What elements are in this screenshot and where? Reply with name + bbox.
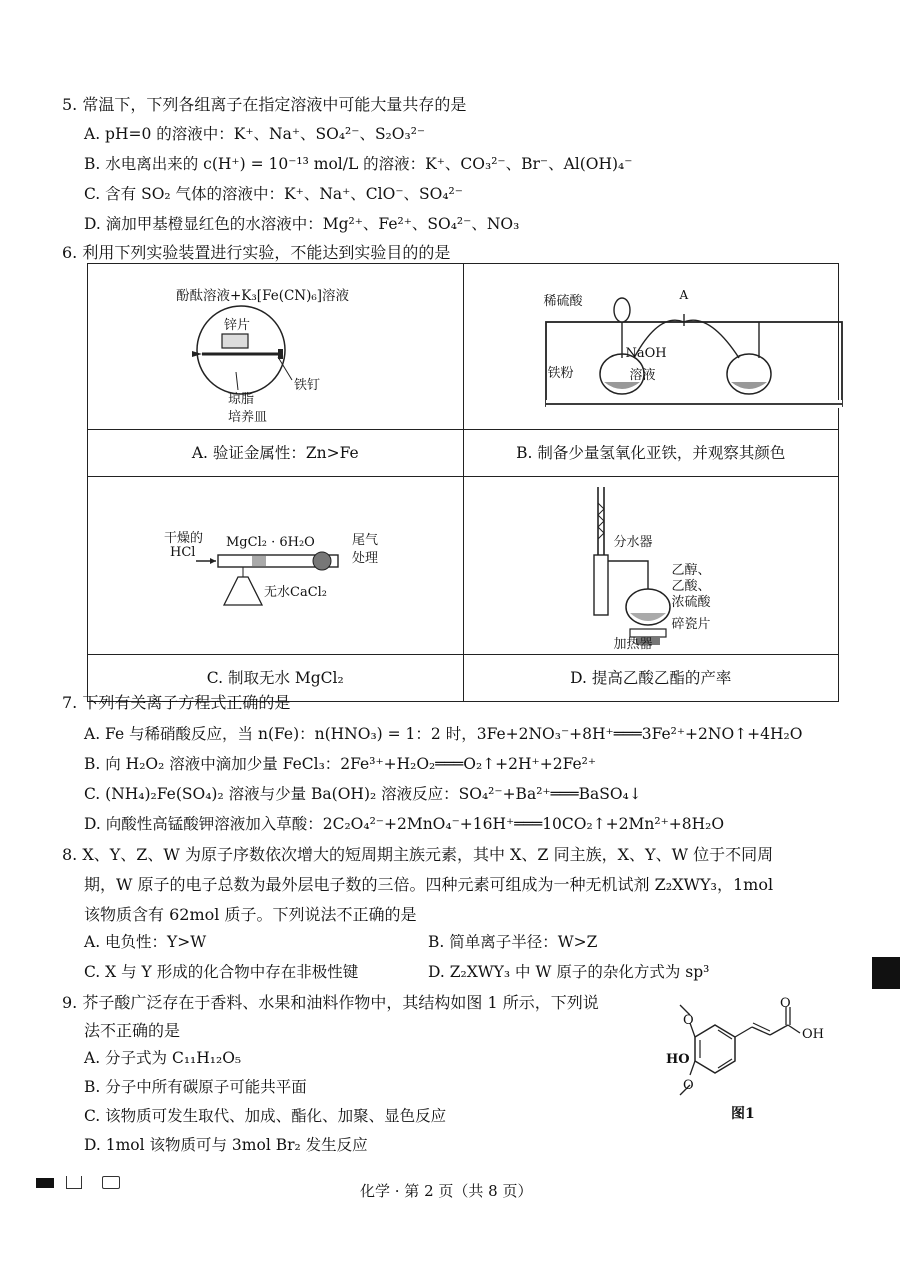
label-valve: A xyxy=(679,288,689,302)
label-separator: 分水器 xyxy=(613,535,653,550)
q8-line2: 期，W 原子的电子总数为最外层电子数的三倍。四种元素可组成为一种无机试剂 Z₂XWY₃，1mol xyxy=(84,875,774,894)
label-sulfuric-acid: 浓硫酸 xyxy=(671,595,711,610)
label-dish: 培养皿 xyxy=(228,410,268,425)
label-nail: 铁钉 xyxy=(294,378,321,393)
q8-option-a: A. 电负性：Y>W xyxy=(84,933,207,951)
atom-oh: OH xyxy=(802,1027,824,1042)
figure-caption: 图1 xyxy=(731,1106,755,1122)
label-chips: 碎瓷片 xyxy=(671,617,711,632)
caption-d: D. 提高乙酸乙酯的产率 xyxy=(463,655,839,702)
label-naoh: NaOH xyxy=(625,346,667,361)
ferrous-hydroxide-apparatus xyxy=(534,292,854,417)
label-cacl2: 无水CaCl₂ xyxy=(264,585,328,600)
dehydration-apparatus xyxy=(196,547,356,611)
label-ethanol: 乙醇、 xyxy=(671,563,711,578)
footer-mark-icon xyxy=(36,1178,54,1188)
q7-option-a: A. Fe 与稀硝酸反应，当 n(Fe)：n(HNO₃) = 1：2 时，3Fe+2NO₃⁻+8H⁺═══3Fe²⁺+2NO↑+4H₂O xyxy=(84,725,803,743)
label-salt: MgCl₂ · 6H₂O xyxy=(226,535,315,550)
label-tail2: 处理 xyxy=(352,551,379,566)
label-hcl: HCl xyxy=(170,545,196,560)
label-zinc: 锌片 xyxy=(224,318,251,333)
q9-option-b: B. 分子中所有碳原子可能共平面 xyxy=(84,1078,307,1096)
q9-line1: 9. 芥子酸广泛存在于香料、水果和油料作物中，其结构如图 1 所示，下列说 xyxy=(62,993,599,1012)
caption-a: A. 验证金属性：Zn>Fe xyxy=(88,430,464,477)
q8-option-c: C. X 与 Y 形成的化合物中存在非极性键 xyxy=(84,963,359,981)
atom-o-carbonyl: O xyxy=(780,996,791,1011)
cell-b-figure xyxy=(463,264,839,430)
q5-option-a: A. pH=0 的溶液中：K⁺、Na⁺、SO₄²⁻、S₂O₃²⁻ xyxy=(84,125,426,143)
caption-b: B. 制备少量氢氧化亚铁，并观察其颜色 xyxy=(463,430,839,477)
q7-stem: 7. 下列有关离子方程式正确的是 xyxy=(62,693,291,712)
q5-option-d: D. 滴加甲基橙显红色的水溶液中：Mg²⁺、Fe²⁺、SO₄²⁻、NO₃ xyxy=(84,215,520,233)
cell-c-figure xyxy=(88,477,464,655)
label-acetic-acid: 乙酸、 xyxy=(671,579,711,594)
label-dry: 干燥的 xyxy=(164,531,204,546)
q9-option-c: C. 该物质可发生取代、加成、酯化、加聚、显色反应 xyxy=(84,1107,447,1125)
page-footer: 化学 · 第 2 页（共 8 页） xyxy=(360,1182,533,1200)
side-marker xyxy=(872,957,900,989)
atom-ho: HO xyxy=(666,1052,690,1067)
q5-option-c: C. 含有 SO₂ 气体的溶液中：K⁺、Na⁺、ClO⁻、SO₄²⁻ xyxy=(84,185,463,203)
q8-option-b: B. 简单离子半径：W>Z xyxy=(428,933,598,951)
caption-c: C. 制取无水 MgCl₂ xyxy=(88,655,464,702)
cell-d-figure xyxy=(463,477,839,655)
label-tail1: 尾气 xyxy=(352,533,379,548)
q8-option-d: D. Z₂XWY₃ 中 W 原子的杂化方式为 sp³ xyxy=(428,963,710,981)
label-iron: 铁粉 xyxy=(547,366,574,381)
label-solution: 溶液 xyxy=(629,368,656,383)
q5-stem: 5. 常温下，下列各组离子在指定溶液中可能大量共存的是 xyxy=(62,95,467,114)
label-acid: 稀硫酸 xyxy=(543,294,583,309)
q7-option-d: D. 向酸性高锰酸钾溶液加入草酸：2C₂O₄²⁻+2MnO₄⁻+16H⁺═══10CO₂↑+2Mn²⁺+8H₂O xyxy=(84,815,725,833)
footer-bracket-icon xyxy=(66,1176,82,1189)
petri-dish-figure xyxy=(188,302,378,422)
q9-option-d: D. 1mol 该物质可与 3mol Br₂ 发生反应 xyxy=(84,1136,368,1154)
label-agar: 琼脂 xyxy=(228,392,255,407)
q9-line2: 法不正确的是 xyxy=(84,1021,181,1040)
q8-line3: 该物质含有 62mol 质子。下列说法不正确的是 xyxy=(84,905,417,924)
footer-box-icon xyxy=(102,1176,120,1189)
experiment-table xyxy=(87,263,839,702)
q8-line1: 8. X、Y、Z、W 为原子序数依次增大的短周期主族元素，其中 X、Z 同主族，X、Y、W 位于不同周 xyxy=(62,845,774,864)
q9-option-a: A. 分子式为 C₁₁H₁₂O₅ xyxy=(84,1049,242,1067)
label-heater: 加热器 xyxy=(613,637,653,652)
atom-o-bottom: O xyxy=(683,1078,694,1093)
q5-option-b: B. 水电离出来的 c(H⁺) = 10⁻¹³ mol/L 的溶液：K⁺、CO₃²⁻、Br⁻、Al(OH)₄⁻ xyxy=(84,155,633,173)
atom-o-top: O xyxy=(683,1013,694,1028)
label-a-top: 酚酞溶液+K₃[Fe(CN)₆]溶液 xyxy=(176,288,350,304)
q7-option-c: C. (NH₄)₂Fe(SO₄)₂ 溶液与少量 Ba(OH)₂ 溶液反应：SO₄²⁻+Ba²⁺═══BaSO₄↓ xyxy=(84,785,642,803)
cell-a-figure xyxy=(88,264,464,430)
q7-option-b: B. 向 H₂O₂ 溶液中滴加少量 FeCl₃：2Fe³⁺+H₂O₂═══O₂↑+2H⁺+2Fe²⁺ xyxy=(84,755,597,773)
q6-stem: 6. 利用下列实验装置进行实验，不能达到实验目的的是 xyxy=(62,243,451,262)
esterification-apparatus xyxy=(564,483,684,651)
